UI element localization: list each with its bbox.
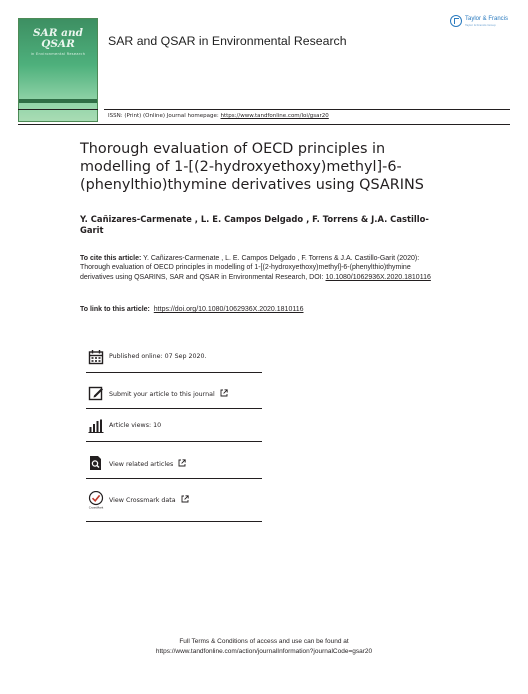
calendar-icon [88, 349, 104, 365]
crossmark-row[interactable] [86, 485, 262, 522]
crossmark-label: View Crossmark data [109, 497, 176, 504]
doi-link[interactable]: 10.1080/1062936X.2020.1810116 [325, 273, 431, 281]
publisher-logo-icon [450, 15, 462, 27]
journal-cover [18, 18, 98, 122]
row-divider [86, 478, 262, 479]
citation-text: Y. Cañizares-Carmenate , L. E. Campos Delgado , F. Torrens & J.A. Castillo-Garit (2020): Thorough evaluation of OECD principles in modelling of 1-[(2-hydroxyethoxy)methyl]-6-(phenylthio)thymine derivatives using QSARINS, SAR and QSAR in Environmental Research, DOI: [80, 255, 420, 281]
submit-article-label: Submit your article to this journal [109, 391, 215, 398]
article-views-text: Article views: 10 [109, 422, 162, 429]
citation-label: To cite this article: [80, 255, 142, 262]
row-divider [86, 408, 262, 409]
crossmark-icon [88, 491, 104, 509]
published-online-text: Published online: 07 Sep 2020. [109, 353, 207, 360]
header-divider [104, 109, 510, 110]
issn-text: ISSN: (Print) (Online) Journal homepage: [108, 113, 221, 119]
publisher-name: Taylor & Francis [465, 16, 509, 22]
article-title: Thorough evaluation of OECD principles in modelling of 1-[(2-hydroxyethoxy)methyl]-6-(phenylthio)thymine derivatives using QSARINS [80, 141, 424, 193]
crossmark-icon-label: CrossMark [88, 505, 104, 509]
published-online-row [86, 343, 262, 373]
submit-article-row[interactable] [86, 379, 262, 409]
row-divider [86, 372, 262, 373]
journal-homepage-link[interactable]: https://www.tandfonline.com/loi/gsar20 [220, 113, 329, 119]
footer-terms-text: Full Terms & Conditions of access and use can be found at [179, 638, 349, 645]
issn-divider [18, 124, 510, 125]
footer [0, 637, 528, 657]
related-articles-link[interactable] [109, 459, 186, 468]
search-document-icon [88, 455, 104, 471]
article-link-line [80, 306, 460, 313]
article-link-label: To link to this article: [80, 306, 150, 313]
edit-icon [88, 385, 104, 401]
external-link-icon [181, 495, 189, 503]
submit-article-link[interactable] [109, 389, 228, 398]
divider-left [18, 109, 98, 110]
cover-subtitle: in Environmental Research [30, 52, 86, 56]
article-link[interactable]: https://doi.org/10.1080/1062936X.2020.1810116 [153, 306, 304, 313]
footer-terms-link[interactable]: https://www.tandfonline.com/action/journalInformation?journalCode=gsar20 [155, 648, 373, 655]
row-divider [86, 521, 262, 522]
publisher-logo [450, 14, 514, 36]
journal-name: SAR and QSAR in Environmental Research [108, 34, 347, 48]
article-views-row [86, 412, 262, 442]
external-link-icon [178, 459, 186, 467]
publisher-tagline: Taylor & Francis Group [465, 23, 496, 27]
related-articles-label: View related articles [109, 461, 174, 468]
crossmark-link[interactable] [109, 495, 189, 504]
cover-band [19, 99, 97, 103]
issn-line [108, 113, 329, 119]
related-articles-row[interactable] [86, 449, 262, 479]
citation-block [80, 254, 440, 282]
cover-title: SAR and QSAR [33, 27, 83, 50]
row-divider [86, 441, 262, 442]
bar-chart-icon [88, 418, 104, 434]
article-authors: Y. Cañizares-Carmenate , L. E. Campos Delgado , F. Torrens & J.A. Castillo-Garit [80, 214, 429, 235]
external-link-icon [220, 389, 228, 397]
